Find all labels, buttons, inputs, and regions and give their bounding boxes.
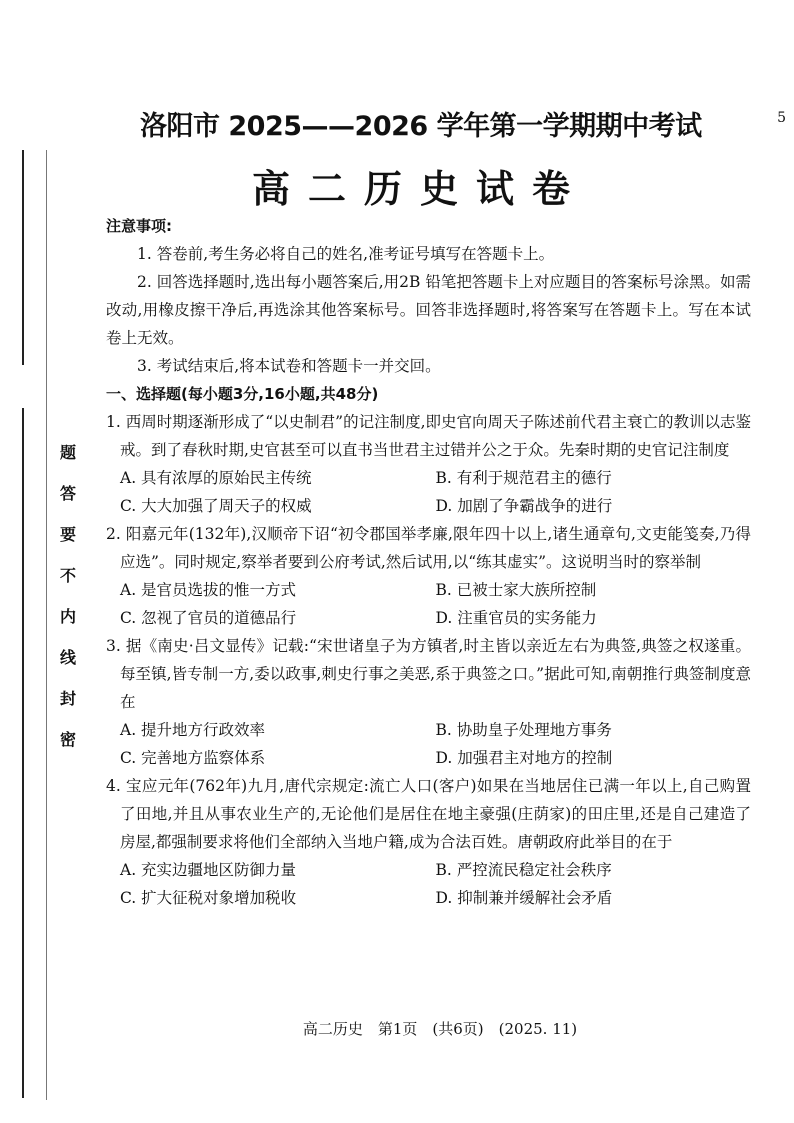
question [106,772,751,912]
question-stem: 3. 据《南史·吕文显传》记载:“宋世诸皇子为方镇者,时主皆以亲近左右为典签,典签之权遂重。每至镇,皆专制一方,委以政事,刺史行事之美恶,系于典签之口。”据此可知,南朝推行典签制度意在 [106,637,751,711]
binding-line [46,150,47,1100]
question-options [106,856,751,912]
notice-item: 2. 回答选择题时,选出每小题答案后,用2B 铅笔把答题卡上对应题目的答案标号涂黑。如需改动,用橡皮擦干净后,再选涂其他答案标号。回答非选择题时,将答案写在答题卡上。写在本试卷上无效。 [106,273,751,347]
question [106,408,751,520]
option-d: D. 注重官员的实务能力 [435,609,597,627]
binding-line [22,408,24,1098]
notice-item: 1. 答卷前,考生务必将自己的姓名,准考证号填写在答题卡上。 [137,245,555,263]
corner-mark: 5 [777,110,786,126]
option-d: D. 抑制兼并缓解社会矛盾 [435,889,613,907]
seal-char: 内 [59,607,76,626]
exam-subtitle: 高二历史试卷 [251,167,588,211]
seal-char: 密 [59,730,76,749]
question [106,632,751,772]
question-options [106,464,751,520]
seal-char: 答 [59,484,76,503]
question-stem: 1. 西周时期逐渐形成了“以史制君”的记注制度,即史官向周天子陈述前代君主衰亡的教训以志鉴戒。到了春秋时期,史官甚至可以直书当世君主过错并公之于众。先秦时期的史官记注制度 [106,413,751,459]
question-stem: 2. 阳嘉元年(132年),汉顺帝下诏“初令郡国举孝廉,限年四十以上,诸生通章句,文吏能笺奏,乃得应选”。同时规定,察举者要到公府考试,然后试用,以“练其虚实”。这说明当时的察举制 [106,525,751,571]
binding-margin [0,0,80,1123]
option-d: D. 加强君主对地方的控制 [435,749,613,767]
question-options [106,716,751,772]
exam-content [106,212,751,912]
option-b: B. 有利于规范君主的德行 [435,469,612,487]
option-c: C. 忽视了官员的道德品行 [120,609,297,627]
exam-title: 洛阳市 2025——2026 学年第一学期期中考试 [140,111,702,142]
question-options [106,576,751,632]
seal-char: 线 [59,648,76,667]
option-a: A. 充实边疆地区防御力量 [120,861,297,879]
seal-char: 不 [59,566,76,585]
page-footer: 高二历史 第1页 (共6页) (2025. 11) [302,1020,578,1038]
option-c: C. 大大加强了周天子的权威 [120,497,312,515]
option-d: D. 加剧了争霸战争的进行 [435,497,613,515]
option-b: B. 协助皇子处理地方事务 [435,721,612,739]
option-c: C. 完善地方监察体系 [120,749,266,767]
question [106,520,751,632]
question-stem: 4. 宝应元年(762年)九月,唐代宗规定:流亡人口(客户)如果在当地居住已满一年以上,自己购置了田地,并且从事农业生产的,无论他们是居住在地主豪强(庄荫家)的田庄里,还是自己建造了房屋,都强制要求将他们全部纳入当地户籍,成为合法百姓。唐朝政府此举目的在于 [106,777,751,851]
option-a: A. 是官员选拔的惟一方式 [120,581,297,599]
seal-char: 题 [59,443,76,462]
option-a: A. 提升地方行政效率 [120,721,266,739]
option-a: A. 具有浓厚的原始民主传统 [120,469,312,487]
option-b: B. 已被士家大族所控制 [435,581,597,599]
notice-title: 注意事项: [106,217,172,235]
option-b: B. 严控流民稳定社会秩序 [435,861,612,879]
section-title: 一、选择题(每小题3分,16小题,共48分) [106,385,379,403]
binding-line [22,315,24,345]
seal-char: 封 [59,689,76,708]
seal-warning [57,432,79,760]
seal-char: 要 [59,525,76,544]
notice-item: 3. 考试结束后,将本试卷和答题卡一并交回。 [137,357,441,375]
option-c: C. 扩大征税对象增加税收 [120,889,297,907]
